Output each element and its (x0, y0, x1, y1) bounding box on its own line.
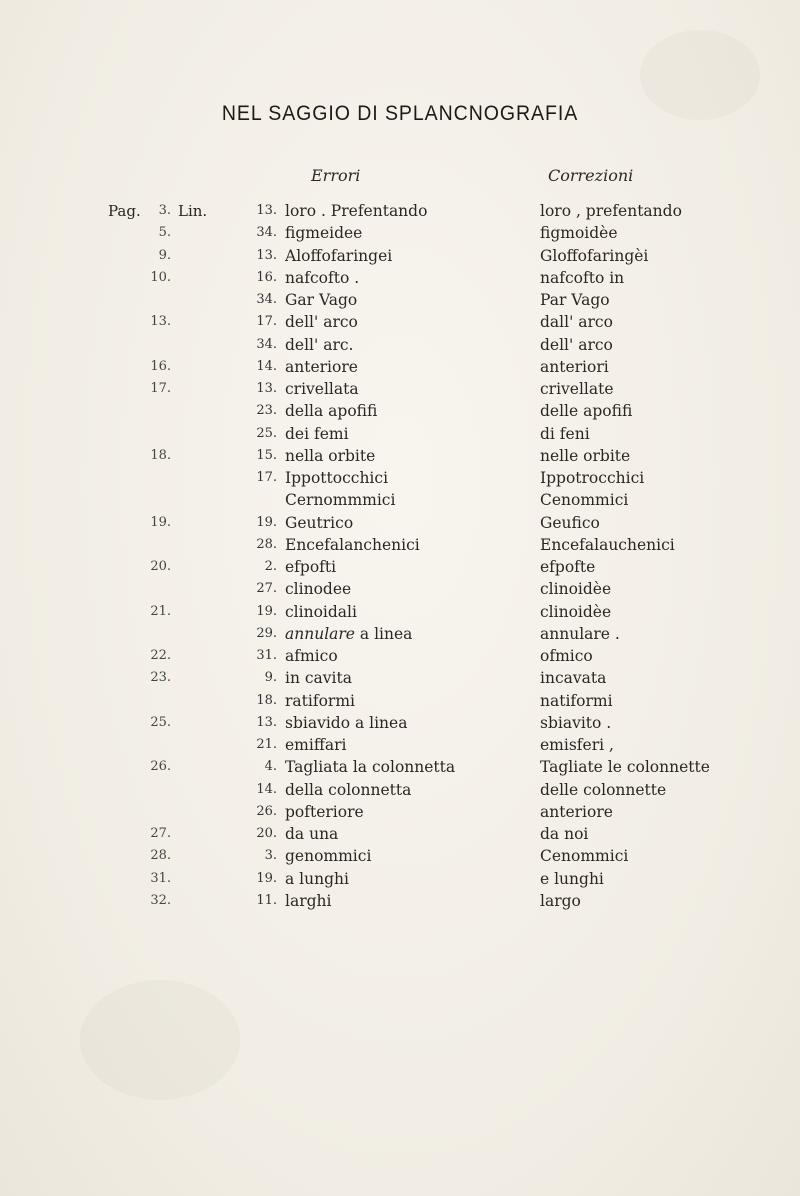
errata-row (0, 756, 800, 778)
line-number: 14. (256, 358, 277, 374)
error-text: crivellata (285, 380, 359, 398)
error-text: afmico (285, 647, 338, 665)
error-text: Ippottocchici (285, 469, 389, 487)
line-number: 16. (256, 269, 277, 285)
errata-row (0, 578, 800, 600)
errata-row (0, 734, 800, 756)
errata-row (0, 222, 800, 244)
correction-text: clinoidèe (540, 602, 612, 621)
line-number: 13. (256, 247, 277, 263)
errata-row (0, 400, 800, 422)
correction-text: largo (540, 891, 581, 910)
correction-text: dall' arco (540, 313, 613, 332)
correction-text: figmoidèe (540, 224, 618, 243)
errata-row (0, 645, 800, 667)
error-text: emiffari (285, 736, 347, 754)
errata-row (0, 712, 800, 734)
page-number: 17. (150, 381, 171, 396)
line-number: 17. (256, 314, 277, 330)
line-number: 19. (256, 514, 277, 530)
errata-row (0, 423, 800, 445)
line-number: 18. (256, 692, 277, 708)
column-heading-errors: Errori (311, 166, 361, 185)
column-heading-corrections: Correzioni (548, 166, 634, 185)
errata-row (0, 245, 800, 267)
errata-row (0, 823, 800, 845)
correction-text: Cenommici (540, 491, 629, 510)
line-number: 19. (256, 603, 277, 619)
correction-text: di feni (540, 424, 590, 443)
errata-row (0, 623, 800, 645)
line-number: 19. (256, 870, 277, 886)
error-text: annulare a linea (285, 624, 413, 643)
line-number: 14. (256, 781, 277, 797)
pag-label: Pag. (108, 202, 141, 220)
errata-row (0, 601, 800, 623)
errata-row (0, 890, 800, 912)
errata-row (0, 556, 800, 578)
error-text: Geutrico (285, 513, 354, 532)
correction-text: annulare . (540, 624, 620, 643)
errata-row (0, 311, 800, 333)
errata-row (0, 779, 800, 801)
correction-text: crivellate (540, 380, 614, 398)
lin-label: Lin. (178, 202, 208, 220)
page-number: 20. (150, 559, 171, 574)
line-number: 23. (256, 403, 277, 419)
correction-text: da noi (540, 825, 589, 843)
line-number: 27. (256, 581, 277, 597)
error-text: figmeidee (285, 224, 363, 243)
correction-text: emisferi , (540, 736, 614, 754)
error-text: della apofifi (285, 402, 378, 421)
page-number: 32. (150, 892, 171, 908)
correction-text: nelle orbite (540, 446, 631, 465)
error-text: Gar Vago (285, 291, 358, 309)
line-number: 21. (256, 737, 277, 752)
correction-text: efpofte (540, 558, 596, 576)
line-number: 2. (264, 559, 277, 574)
error-text: da una (285, 825, 339, 843)
page-number: 31. (150, 870, 171, 886)
page-number: 9. (158, 247, 171, 263)
error-text: nafcofto . (285, 268, 360, 287)
page-number: 23. (150, 670, 171, 686)
page-number: 13. (150, 314, 171, 330)
error-text: larghi (285, 891, 332, 910)
error-text: Encefalanchenici (285, 535, 420, 554)
correction-text: natiformi (540, 691, 613, 710)
page-number: 22. (150, 648, 171, 663)
error-text: anteriore (285, 357, 358, 376)
error-text: dei femi (285, 424, 349, 443)
page-number: 3. (158, 203, 171, 218)
error-text: Tagliata la colonnetta (285, 758, 456, 777)
line-number: 3. (264, 848, 277, 864)
page-number: 16. (150, 358, 171, 374)
error-text: clinoidali (285, 602, 357, 621)
page-number: 26. (150, 759, 171, 775)
page-number: 28. (150, 848, 171, 864)
line-number: 26. (256, 803, 277, 819)
page-number: 19. (150, 514, 171, 530)
correction-text: nafcofto in (540, 268, 625, 287)
error-text: dell' arc. (285, 335, 354, 354)
correction-text: sbiavito . (540, 713, 612, 732)
paper-stain (80, 980, 240, 1100)
line-number: 25. (256, 425, 277, 441)
correction-text: Cenommici (540, 847, 629, 866)
correction-text: dell' arco (540, 335, 613, 354)
errata-row (0, 267, 800, 289)
errata-row (0, 200, 800, 222)
correction-text: Gloffofaringèi (540, 246, 649, 265)
correction-text: anteriori (540, 357, 609, 376)
line-number: 34. (256, 292, 277, 307)
page-number: 27. (150, 826, 171, 841)
errata-row (0, 690, 800, 712)
errata-row (0, 378, 800, 400)
correction-text: Geufico (540, 513, 600, 532)
errata-table (0, 200, 800, 912)
errata-row (0, 467, 800, 489)
errata-row (0, 868, 800, 890)
line-number: 13. (256, 381, 277, 396)
correction-text: e lunghi (540, 869, 604, 888)
correction-text: delle colonnette (540, 780, 667, 799)
error-text: nella orbite (285, 446, 376, 465)
error-text: dell' arco (285, 313, 358, 332)
errata-row (0, 445, 800, 467)
correction-text: clinoidèe (540, 580, 612, 599)
error-text: clinodee (285, 580, 352, 599)
line-number: 15. (256, 447, 277, 463)
line-number: 17. (256, 470, 277, 485)
line-number: 11. (256, 892, 277, 908)
error-text: della colonnetta (285, 780, 412, 799)
page-number: 10. (150, 269, 171, 285)
error-text: in cavita (285, 669, 352, 688)
error-text: loro . Prefentando (285, 202, 428, 220)
page-number: 25. (150, 714, 171, 730)
error-text: Aloffofaringei (285, 246, 393, 265)
correction-text: Tagliate le colonnette (540, 758, 710, 777)
error-text: efpofti (285, 558, 337, 576)
line-number: 29. (256, 625, 277, 641)
page-number: 18. (150, 447, 171, 463)
line-number: 34. (256, 336, 277, 352)
correction-text: Encefalauchenici (540, 535, 675, 554)
correction-text: Ippotrocchici (540, 469, 645, 487)
line-number: 4. (264, 759, 277, 775)
error-text: genommici (285, 847, 372, 866)
line-number: 34. (256, 225, 277, 241)
error-text: Cernommmici (285, 491, 396, 510)
page-number: 5. (158, 225, 171, 241)
correction-text: delle apofifi (540, 402, 633, 421)
correction-text: ofmico (540, 647, 593, 665)
errata-row (0, 512, 800, 534)
correction-text: Par Vago (540, 291, 610, 309)
correction-text: loro , prefentando (540, 202, 682, 220)
page-title: NEL SAGGIO DI SPLANCNOGRAFIA (221, 102, 579, 125)
line-number: 13. (256, 714, 277, 730)
errata-row (0, 289, 800, 311)
line-number: 31. (256, 648, 277, 663)
page-number: 21. (150, 603, 171, 619)
error-text: a lunghi (285, 869, 349, 888)
line-number: 13. (256, 203, 277, 218)
errata-row (0, 356, 800, 378)
errata-row (0, 334, 800, 356)
correction-text: incavata (540, 669, 607, 688)
line-number: 20. (256, 826, 277, 841)
errata-row (0, 845, 800, 867)
correction-text: anteriore (540, 802, 613, 821)
error-text: sbiavido a linea (285, 713, 408, 732)
errata-row (0, 534, 800, 556)
errata-row (0, 489, 800, 511)
error-text: pofteriore (285, 802, 364, 821)
errata-row (0, 801, 800, 823)
error-text: ratiformi (285, 691, 355, 710)
line-number: 9. (264, 670, 277, 686)
errata-row (0, 667, 800, 689)
line-number: 28. (256, 536, 277, 552)
